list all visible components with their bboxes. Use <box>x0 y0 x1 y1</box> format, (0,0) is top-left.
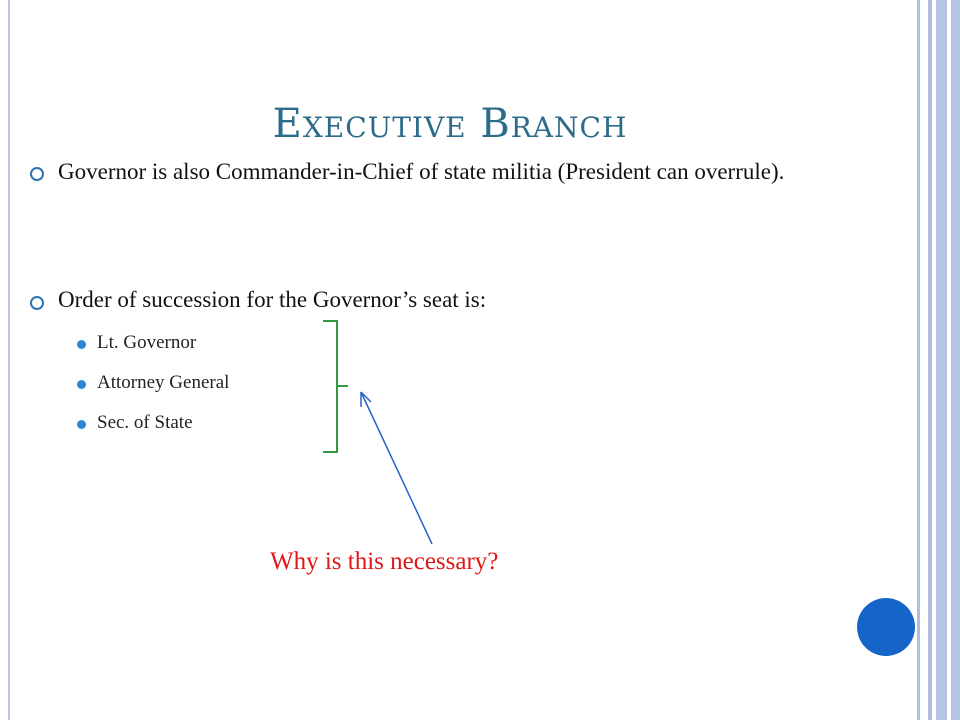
arrow-annotation <box>361 392 432 544</box>
bullet-text: Order of succession for the Governor’s seat is: <box>58 287 487 312</box>
sub-bullet-text: Sec. of State <box>97 412 193 433</box>
sub-bullet-text: Attorney General <box>97 372 230 393</box>
bullet-text: Governor is also Commander-in-Chief of state militia (President can overrule). <box>58 159 785 184</box>
arrow-head-icon <box>361 392 371 407</box>
bracket-annotation <box>323 321 348 452</box>
slide-title: Executive Branch <box>272 101 628 147</box>
sub-bullet-text: Lt. Governor <box>97 332 197 353</box>
callout-question: Why is this necessary? <box>270 548 499 575</box>
